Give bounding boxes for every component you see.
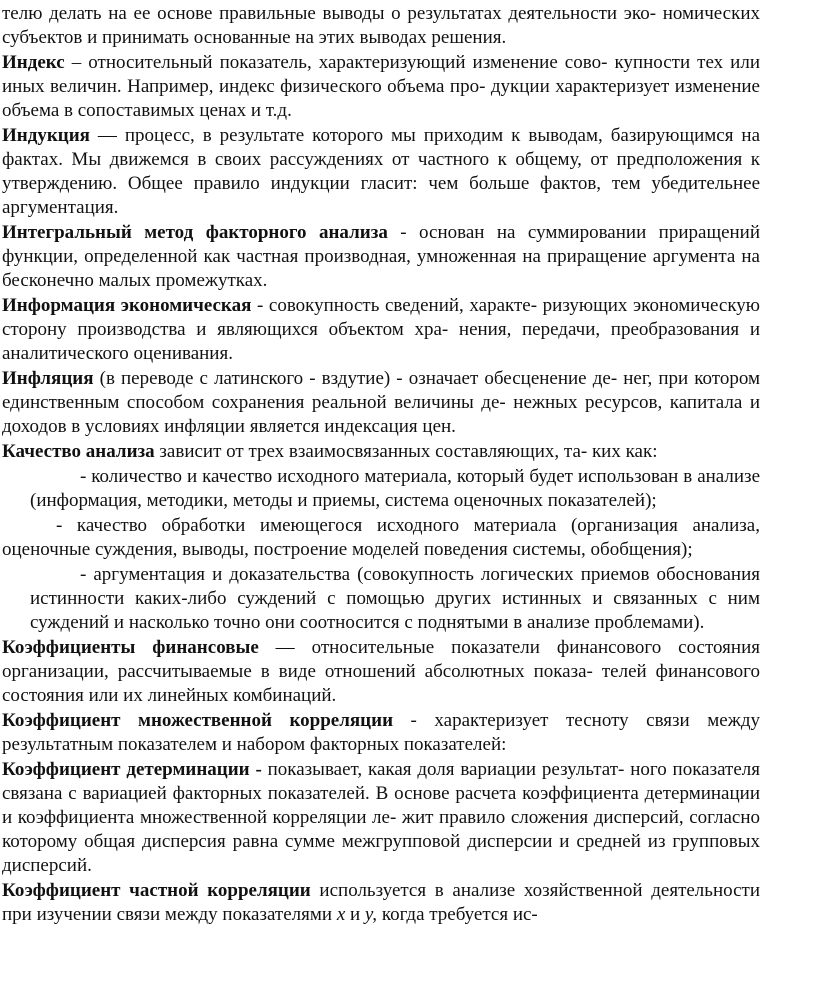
entry-partial-correlation — [2, 879, 760, 927]
list-item: - аргументация и доказательства (совокупность логических приемов обоснования истинности каких-либо суждений с помощью других истинных и связанных с ним суждений и насколько точно они соотносится с поднятыми в анализе проблемами). — [30, 564, 760, 633]
term-label: Индукция — [2, 125, 90, 146]
term-label: Коэффициенты финансовые — [2, 637, 259, 658]
variable-y: y, — [364, 904, 378, 925]
entry-economic-information — [2, 294, 760, 366]
term-definition-end: когда требуется ис- — [377, 904, 538, 925]
term-label: Информация экономическая — [2, 295, 252, 316]
entry-determination — [2, 758, 760, 878]
term-definition: – относительный показатель, характеризующий изменение сово- купности тех или иных величин. Например, индекс физического объема про- дукции характеризует изменение объема в сопоставимых ценах и т.д. — [2, 52, 760, 121]
term-label: Интегральный метод факторного анализа — [2, 222, 388, 243]
term-definition: — относительные показатели финансового состояния организации, рассчитываемые в виде отношений абсолютных показа- телей финансового состояния или их линейных комбинаций. — [2, 637, 760, 706]
term-label: Коэффициент детерминации - — [2, 759, 262, 780]
term-definition: используется в анализе хозяйственной деятельности при изучении связи между показателями — [2, 880, 760, 925]
variable-x: x — [336, 904, 346, 925]
term-label: Коэффициент множественной корреляции — [2, 710, 394, 731]
paragraph-text: телю делать на ее основе правильные выводы о результатах деятельности эко- номических субъектов и принимать основанные на этих выводах решения. — [2, 3, 760, 48]
entry-integral-method — [2, 221, 760, 293]
term-label: Коэффициент частной корреляции — [2, 880, 311, 901]
conjunction: и — [345, 904, 365, 925]
entry-induction — [2, 124, 760, 220]
term-label: Качество анализа — [2, 441, 155, 462]
entry-financial-ratios — [2, 636, 760, 708]
entry-inflation — [2, 367, 760, 439]
term-definition: — процесс, в результате которого мы приходим к выводам, базирующимся на фактах. Мы движемся в своих рассуждениях от частного к общему, от предположения к утверждению. Общее правило индукции гласит: чем больше фактов, тем убедительнее аргументация. — [2, 125, 760, 218]
term-label: Индекс — [2, 52, 65, 73]
paragraph-continuation — [2, 2, 760, 50]
list-item: - количество и качество исходного материала, который будет использован в анализе (информация, методики, методы и приемы, система оценочных показателей); — [30, 466, 760, 511]
term-label: Инфляция — [2, 368, 94, 389]
term-definition: (в переводе с латинского - вздутие) - означает обесценение де- нег, при котором единственным способом сохранения реальной величины де- нежных ресурсов, капитала и доходов в условиях инфляции является индексация цен. — [2, 368, 760, 437]
entry-multiple-correlation — [2, 709, 760, 757]
term-definition: - основан на суммировании приращений функции, определенной как частная производная, умноженная на приращение аргумента на бесконечно малых промежутках. — [2, 222, 761, 291]
entry-index — [2, 51, 760, 123]
term-definition: зависит от трех взаимосвязанных составляющих, та- ких как: — [154, 441, 658, 462]
term-definition: показывает, какая доля вариации результат- ного показателя связана с вариацией факторных показателей. В основе расчета коэффициента детерминации и коэффициента множественной корреляции ле- жит правило сложения дисперсий, согласно которому общая дисперсия равна сумме межгрупповой дисперсии и средней из групповых дисперсий. — [2, 759, 760, 876]
term-definition: - характеризует тесноту связи между результатным показателем и набором факторных показателей: — [2, 710, 760, 755]
term-definition: - совокупность сведений, характе- ризующих экономическую сторону производства и являющихся объектом хра- нения, передачи, преобразования и аналитического оценивания. — [2, 295, 760, 364]
entry-analysis-quality — [2, 440, 760, 464]
list-item: - качество обработки имеющегося исходного материала (организация анализа, оценочные суждения, выводы, построение моделей поведения системы, обобщения); — [2, 515, 760, 560]
